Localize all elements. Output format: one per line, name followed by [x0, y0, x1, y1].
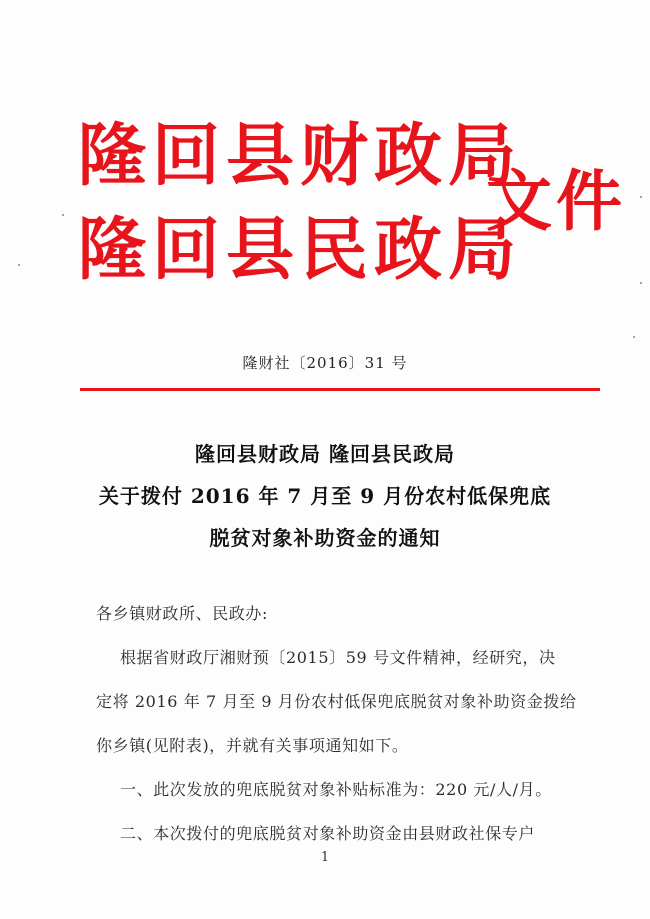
scan-speck	[18, 264, 20, 266]
scan-speck	[640, 282, 642, 284]
issuer-finance-bureau: 隆回县财政局	[78, 116, 523, 196]
title-line-2: 关于拨付 2016 年 7 月至 9 月份农村低保兜底	[98, 484, 552, 508]
scan-speck	[640, 196, 642, 198]
salutation: 各乡镇财政所、民政办:	[96, 604, 268, 623]
red-separator-line	[80, 388, 600, 391]
item-1: 一、此次发放的兜底脱贫对象补贴标准为：220 元/人/月。	[120, 780, 552, 799]
page-number: 1	[320, 850, 330, 865]
scan-speck	[633, 336, 635, 338]
title-line-3: 脱贫对象补助资金的通知	[209, 526, 441, 550]
document-title	[0, 433, 650, 559]
item-2: 二、本次拨付的兜底脱贫对象补助资金由县财政社保专户	[120, 824, 536, 843]
red-masthead	[78, 116, 626, 320]
paragraph-1-line-2: 定将 2016 年 7 月至 9 月份农村低保兜底脱贫对象补助资金拨给	[96, 692, 577, 711]
document-number: 隆财社〔2016〕31 号	[242, 354, 408, 372]
title-line-1: 隆回县财政局 隆回县民政局	[195, 442, 455, 466]
scan-speck	[62, 214, 64, 216]
paragraph-1-line-1: 根据省财政厅湘财预〔2015〕59 号文件精神，经研究，决	[120, 648, 556, 667]
paragraph-1-line-3: 你乡镇(见附表)，并就有关事项通知如下。	[96, 736, 409, 755]
document-body	[96, 592, 596, 856]
document-label: 文件	[486, 162, 626, 240]
issuer-civil-affairs-bureau: 隆回县民政局	[78, 210, 523, 290]
